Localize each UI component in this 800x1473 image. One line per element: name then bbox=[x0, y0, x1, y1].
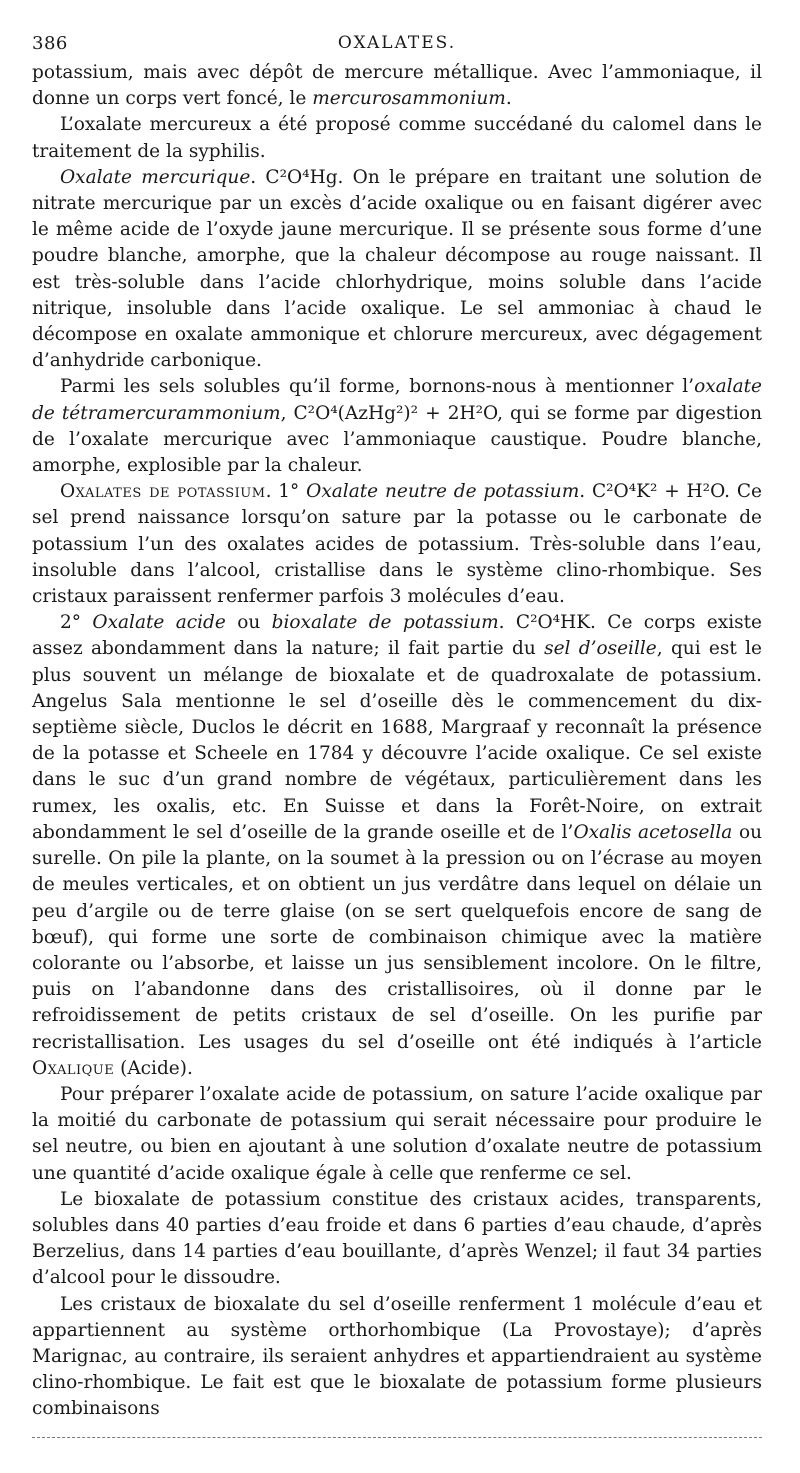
text-run: 2° bbox=[60, 612, 93, 634]
footer-rule bbox=[32, 1437, 762, 1438]
text-run: Les cristaux de bioxalate du sel d’oseille renferment 1 molécule d’eau et appartiennent au système orthorhombique (La Provostaye); d’après Marignac, au contraire, ils seraient anhydres et appartiendraient au système clino-rhombique. Le fait est que le bioxalate de potassium forme plusieurs combinaisons bbox=[32, 1293, 762, 1420]
text-run: L’oxalate mercureux a été proposé comme succédané du calomel dans le traitement de la syphilis. bbox=[32, 114, 762, 162]
paragraph-p3 bbox=[32, 165, 762, 375]
paragraph-p5 bbox=[32, 479, 762, 610]
text-run: . C²O⁴HK. Ce corps existe assez abondamment dans la nature; il fait partie du bbox=[32, 612, 762, 660]
paragraph-p7 bbox=[32, 1082, 762, 1187]
paragraph-p2 bbox=[32, 112, 762, 164]
text-run: (Acide). bbox=[114, 1057, 193, 1079]
paragraph-p9 bbox=[32, 1292, 762, 1423]
text-run: Parmi les sels solubles qu’il forme, bornons-nous à mentionner l’ bbox=[60, 376, 695, 398]
body-text bbox=[32, 60, 762, 1423]
paragraph-p4 bbox=[32, 374, 762, 479]
text-run: . 1° bbox=[265, 481, 307, 503]
page-number: 386 bbox=[32, 33, 68, 54]
text-run: ou bbox=[225, 612, 272, 634]
italic-term: Oxalate acide bbox=[92, 612, 226, 634]
text-run: Pour préparer l’oxalate acide de potassium, on sature l’acide oxalique par la moitié du carbonate de potassium qui serait nécessaire pour produire le sel neutre, ou bien en ajoutant à une solution d’oxalate neutre de potassium une quantité d’acide oxalique égale à celle que renferme ce sel. bbox=[32, 1083, 762, 1184]
small-caps-heading: Oxalates de potassium bbox=[60, 481, 266, 503]
small-caps-heading: Oxalique bbox=[32, 1057, 115, 1079]
paragraph-p8 bbox=[32, 1187, 762, 1292]
text-run: , qui est le plus souvent un mélange de bioxalate et de quadroxalate de potassium. Angelus Sala mentionne le sel d’oseille dès le commencement du dix-septième siècle, Duclos le décrit en 1688, Margraaf y reconnaît la présence de la potasse et Scheele en 1784 y découvre l’acide oxalique. Ce sel existe dans le suc d’un grand nombre de végétaux, particulièrement dans les rumex, les oxalis, etc. En Suisse et dans la Forêt-Noire, on extrait abondamment le sel d’oseille de la grande oseille et de l’ bbox=[32, 638, 762, 843]
text-run: . C²O⁴K² + H²O. Ce sel prend naissance lorsqu’on sature par la potasse ou le carbonate de potassium l’un des oxalates acides de potassium. Très-soluble dans l’eau, insoluble dans l’alcool, cristallise dans le système clino-rhombique. Ses cristaux paraissent renfermer parfois 3 molécules d’eau. bbox=[32, 481, 763, 608]
paragraph-p6 bbox=[32, 610, 762, 1082]
italic-term: Oxalis acetosella bbox=[573, 821, 733, 843]
page-header bbox=[32, 33, 762, 57]
italic-term: oxalate de tétramercurammonium bbox=[32, 376, 762, 424]
paragraph-p1 bbox=[32, 60, 762, 112]
text-run: potassium, mais avec dépôt de mercure métallique. Avec l’ammoniaque, il donne un corps vert foncé, le bbox=[32, 62, 762, 110]
text-run: , C²O⁴(AzHg²)² + 2H²O, qui se forme par digestion de l’oxalate mercurique avec l’ammoniaque caustique. Poudre blanche, amorphe, explosible par la chaleur. bbox=[32, 402, 762, 477]
italic-term: sel d’oseille bbox=[544, 638, 657, 660]
text-run: . bbox=[505, 88, 512, 110]
text-run: . C²O⁴Hg. On le prépare en traitant une solution de nitrate mercurique par un excès d’acide oxalique ou en faisant digérer avec le même acide de l’oxyde jaune mercurique. Il se présente sous forme d’une poudre blanche, amorphe, que la chaleur décompose au rouge naissant. Il est très-soluble dans l’acide chlorhydrique, moins soluble dans l’acide nitrique, insoluble dans l’acide oxalique. Le sel ammoniac à chaud le décompose en oxalate ammonique et chlorure mercureux, avec dégagement d’anhydride carbonique. bbox=[32, 166, 762, 372]
italic-term: Oxalate mercurique bbox=[60, 166, 251, 188]
text-run: ou surelle. On pile la plante, on la soumet à la pression ou on l’écrase au moyen de meules verticales, et on obtient un jus verdâtre dans lequel on délaie un peu d’argile ou de terre glaise (on se sert quelquefois encore de sang de bœuf), qui forme une sorte de combinaison chimique avec la matière colorante ou l’absorbe, et laisse un jus sensiblement incolore. On le filtre, puis on l’abandonne dans des cristallisoires, où il donne par le refroidissement de petits cristaux de sel d’oseille. On les purifie par recristallisation. Les usages du sel d’oseille ont été indiqués à l’article bbox=[32, 821, 762, 1053]
running-title: OXALATES. bbox=[337, 33, 457, 53]
text-run: Le bioxalate de potassium constitue des cristaux acides, transparents, solubles dans 40 parties d’eau froide et dans 6 parties d’eau chaude, d’après Berzelius, dans 14 parties d’eau bouillante, d’après Wenzel; il faut 34 parties d’alcool pour le dissoudre. bbox=[32, 1188, 762, 1289]
italic-term: bioxalate de potassium bbox=[271, 612, 499, 634]
italic-term: Oxalate neutre de potassium bbox=[306, 481, 580, 503]
italic-term: mercurosammonium bbox=[312, 88, 506, 110]
